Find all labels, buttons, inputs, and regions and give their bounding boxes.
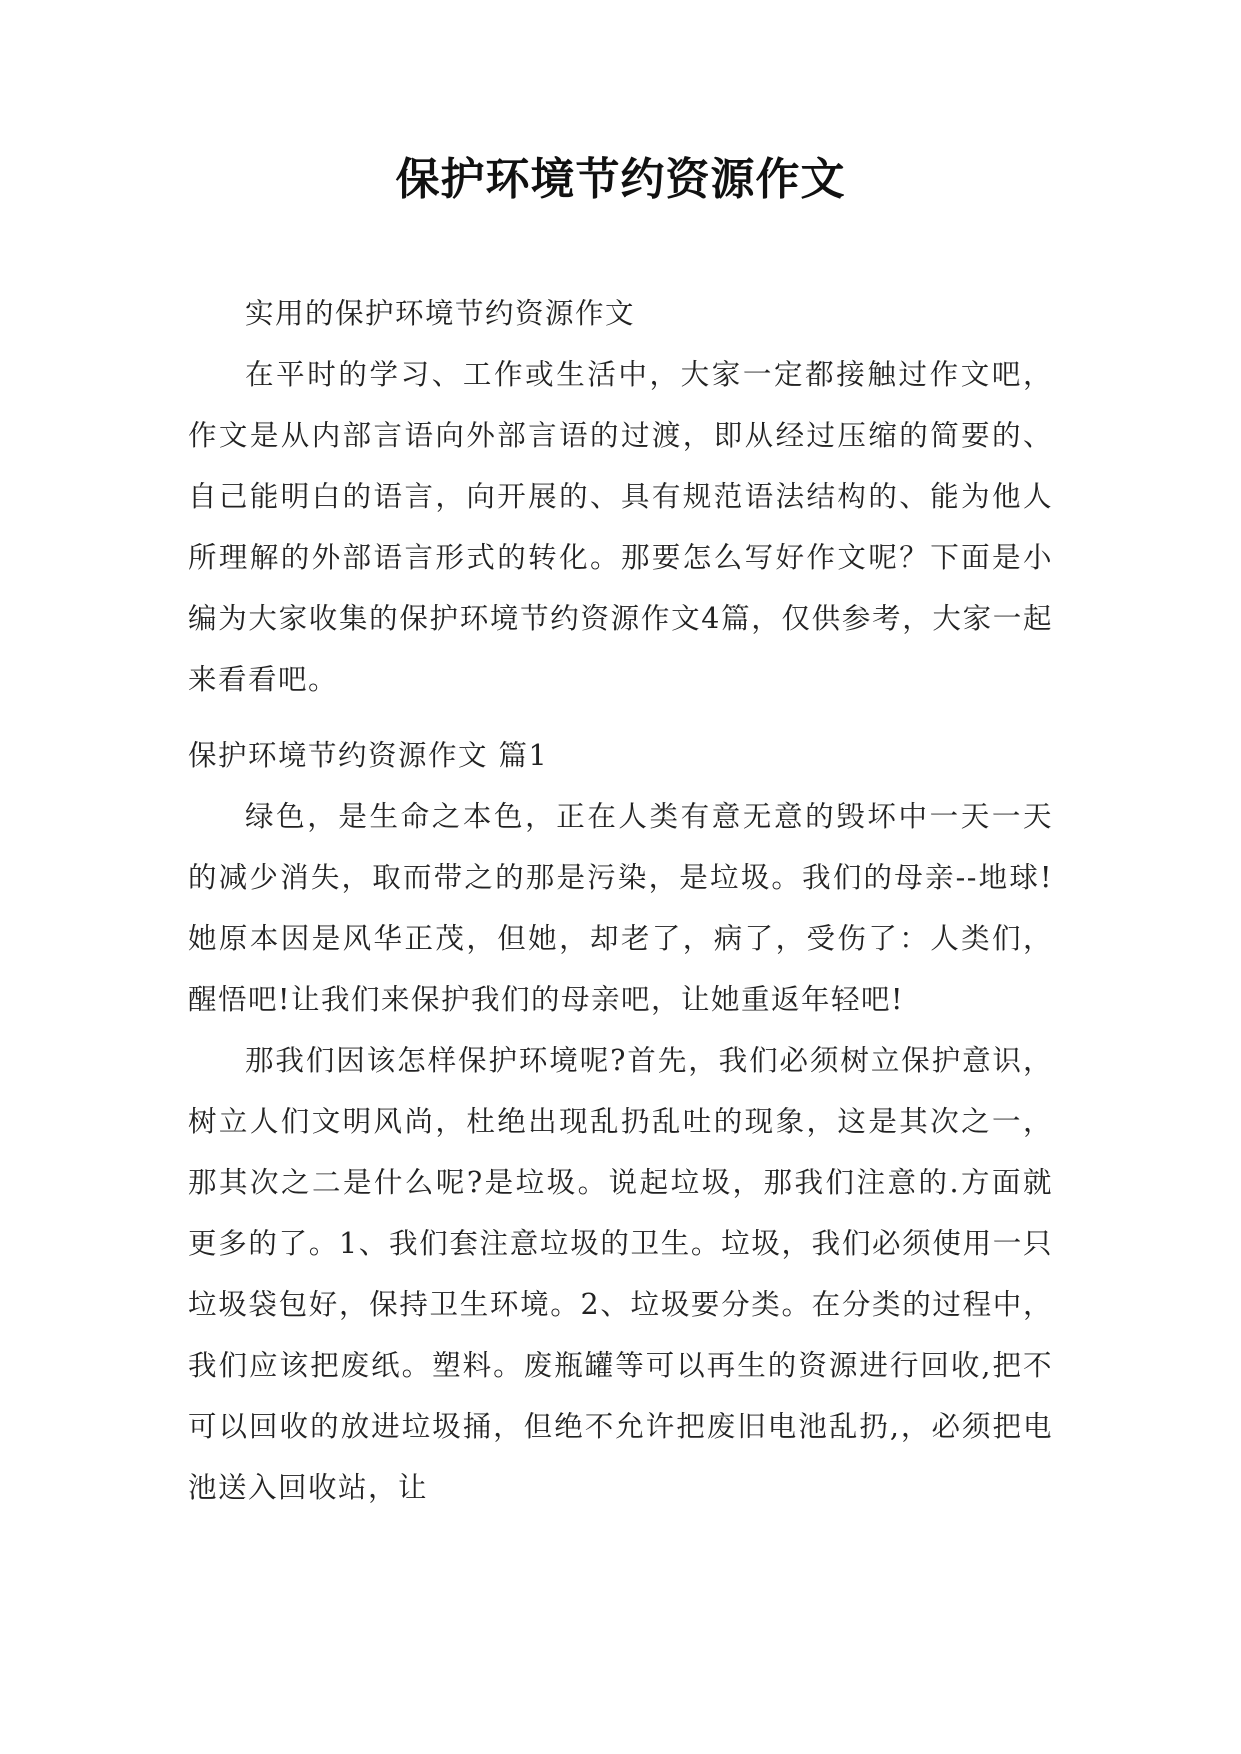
intro-block [188, 283, 1053, 710]
section-1-paragraph-1: 绿色，是生命之本色，正在人类有意无意的毁坏中一天一天的减少消失，取而带之的那是污染，是垃圾。我们的母亲--地球!她原本因是风华正茂，但她，却老了，病了，受伤了：人类们，醒悟吧!让我们来保护我们的母亲吧，让她重返年轻吧! [188, 800, 1053, 1016]
intro-paragraph: 在平时的学习、工作或生活中，大家一定都接触过作文吧，作文是从内部言语向外部言语的过渡，即从经过压缩的简要的、自己能明白的语言，向开展的、具有规范语法结构的、能为他人所理解的外部语言形式的转化。那要怎么写好作文呢？下面是小编为大家收集的保护环境节约资源作文4篇，仅供参考，大家一起来看看吧。 [188, 358, 1053, 696]
document-title: 保护环境节约资源作文 [395, 154, 846, 205]
document-subtitle: 实用的保护环境节约资源作文 [245, 297, 636, 330]
section-1-paragraph-2: 那我们因该怎样保护环境呢?首先，我们必须树立保护意识，树立人们文明风尚，杜绝出现乱扔乱吐的现象，这是其次之一，那其次之二是什么呢?是垃圾。说起垃圾，那我们注意的.方面就更多的了。1、我们套注意垃圾的卫生。垃圾，我们必须使用一只垃圾袋包好，保持卫生环境。2、垃圾要分类。在分类的过程中，我们应该把废纸。塑料。废瓶罐等可以再生的资源进行回收,把不可以回收的放进垃圾捅，但绝不允许把废旧电池乱扔,，必须把电池送入回收站，让 [188, 1044, 1053, 1504]
section-1-heading: 保护环境节约资源作文 篇1 [188, 739, 549, 772]
section-1-block [188, 725, 1053, 1518]
